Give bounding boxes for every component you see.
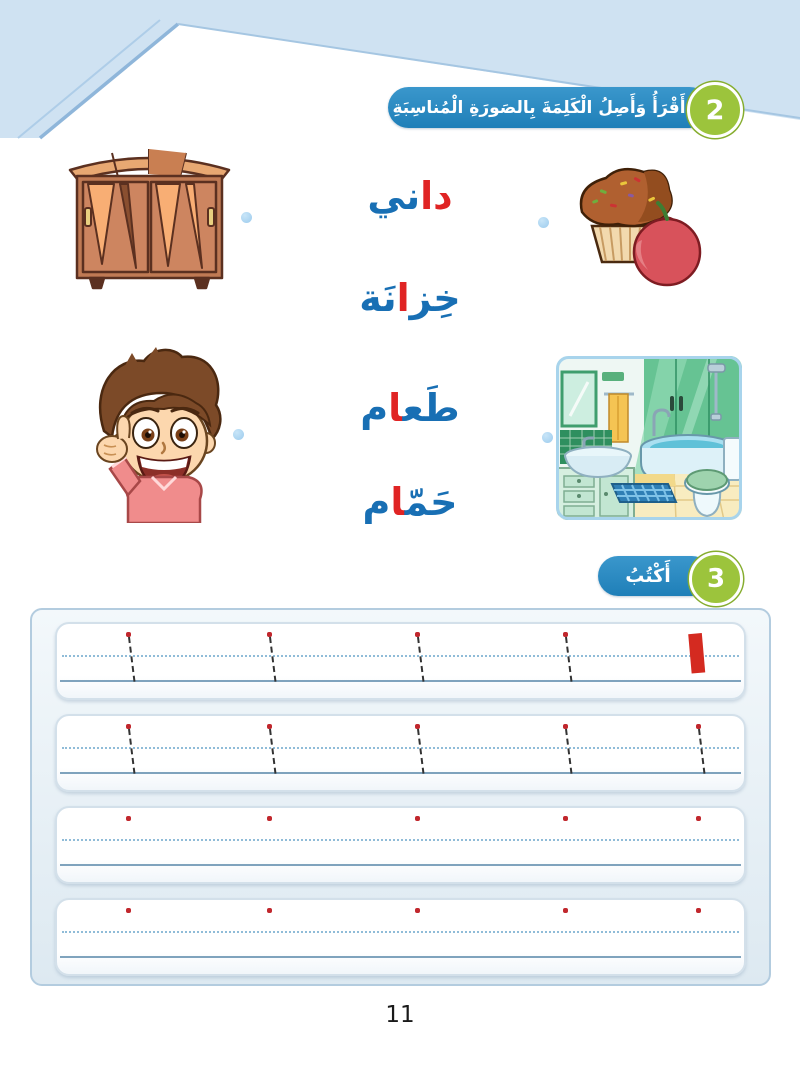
dashed-alef-trace <box>698 729 705 774</box>
start-dot <box>126 908 131 913</box>
writing-row[interactable] <box>55 622 746 700</box>
link-dot-wardrobe[interactable] <box>241 212 252 223</box>
writing-row[interactable] <box>55 714 746 792</box>
baseline-guide <box>60 864 741 866</box>
muffin-and-apple-illustration[interactable] <box>560 160 720 292</box>
dashed-alef-trace <box>417 729 424 774</box>
word-dani[interactable] <box>325 168 495 224</box>
dashed-alef-trace <box>128 729 135 774</box>
exercise-2-number: 2 <box>705 94 725 126</box>
exercise-2-number-badge <box>687 82 743 138</box>
highlighted-letter: دا <box>420 174 453 218</box>
dashed-alef-trace <box>269 637 276 682</box>
word-hammam[interactable] <box>325 474 495 530</box>
word-letters: نَة <box>359 276 397 320</box>
boy-thumbs-up-illustration[interactable] <box>82 345 240 523</box>
dashed-alef-trace <box>269 729 276 774</box>
midline-guide <box>62 747 739 749</box>
word-letters: طَع‍ <box>402 386 460 430</box>
baseline-guide <box>60 772 741 774</box>
start-dot <box>267 816 272 821</box>
wardrobe-illustration[interactable] <box>62 140 237 298</box>
writing-row[interactable] <box>55 898 746 976</box>
start-dot <box>563 908 568 913</box>
link-dot-muffin[interactable] <box>538 217 549 228</box>
link-dot-boy[interactable] <box>233 429 244 440</box>
exercise-2-header <box>388 87 710 128</box>
writing-practice-panel <box>30 608 771 986</box>
baseline-guide <box>60 680 741 682</box>
baseline-guide <box>60 956 741 958</box>
start-dot <box>415 816 420 821</box>
dashed-alef-trace <box>417 637 424 682</box>
exercise-2-title: أَقْرَأُ وَأَصِلُ الْكَلِمَةَ بِالصَورَةِ الْمُناسِبَةِ <box>392 97 686 118</box>
word-taam[interactable] <box>325 380 495 436</box>
exercise-3-number: 3 <box>706 564 726 594</box>
word-letters: خِز <box>409 276 461 320</box>
bathroom-illustration[interactable] <box>556 356 742 520</box>
exercise-3-title: أَكْتُبُ <box>625 565 671 587</box>
start-dot <box>267 908 272 913</box>
word-letters: م <box>360 386 389 430</box>
start-dot <box>696 908 701 913</box>
midline-guide <box>62 931 739 933</box>
page-number: 11 <box>385 1002 415 1028</box>
start-dot <box>126 816 131 821</box>
word-letters: م <box>362 480 391 524</box>
start-dot <box>696 816 701 821</box>
highlighted-letter: ا <box>396 276 410 320</box>
dashed-alef-trace <box>128 637 135 682</box>
word-letters: ني <box>367 174 421 218</box>
link-dot-bathroom[interactable] <box>542 432 553 443</box>
word-letters: حَمّ‍ <box>404 480 458 524</box>
highlighted-letter: ‍ا <box>390 480 405 524</box>
word-khizana[interactable] <box>325 270 495 326</box>
midline-guide <box>62 839 739 841</box>
highlighted-letter: ‍ا <box>388 386 403 430</box>
writing-row[interactable] <box>55 806 746 884</box>
start-dot <box>415 908 420 913</box>
model-letter-alef: ا <box>680 624 713 688</box>
dashed-alef-trace <box>565 729 572 774</box>
start-dot <box>563 816 568 821</box>
exercise-3-number-badge <box>689 552 743 606</box>
midline-guide <box>62 655 739 657</box>
dashed-alef-trace <box>565 637 572 682</box>
